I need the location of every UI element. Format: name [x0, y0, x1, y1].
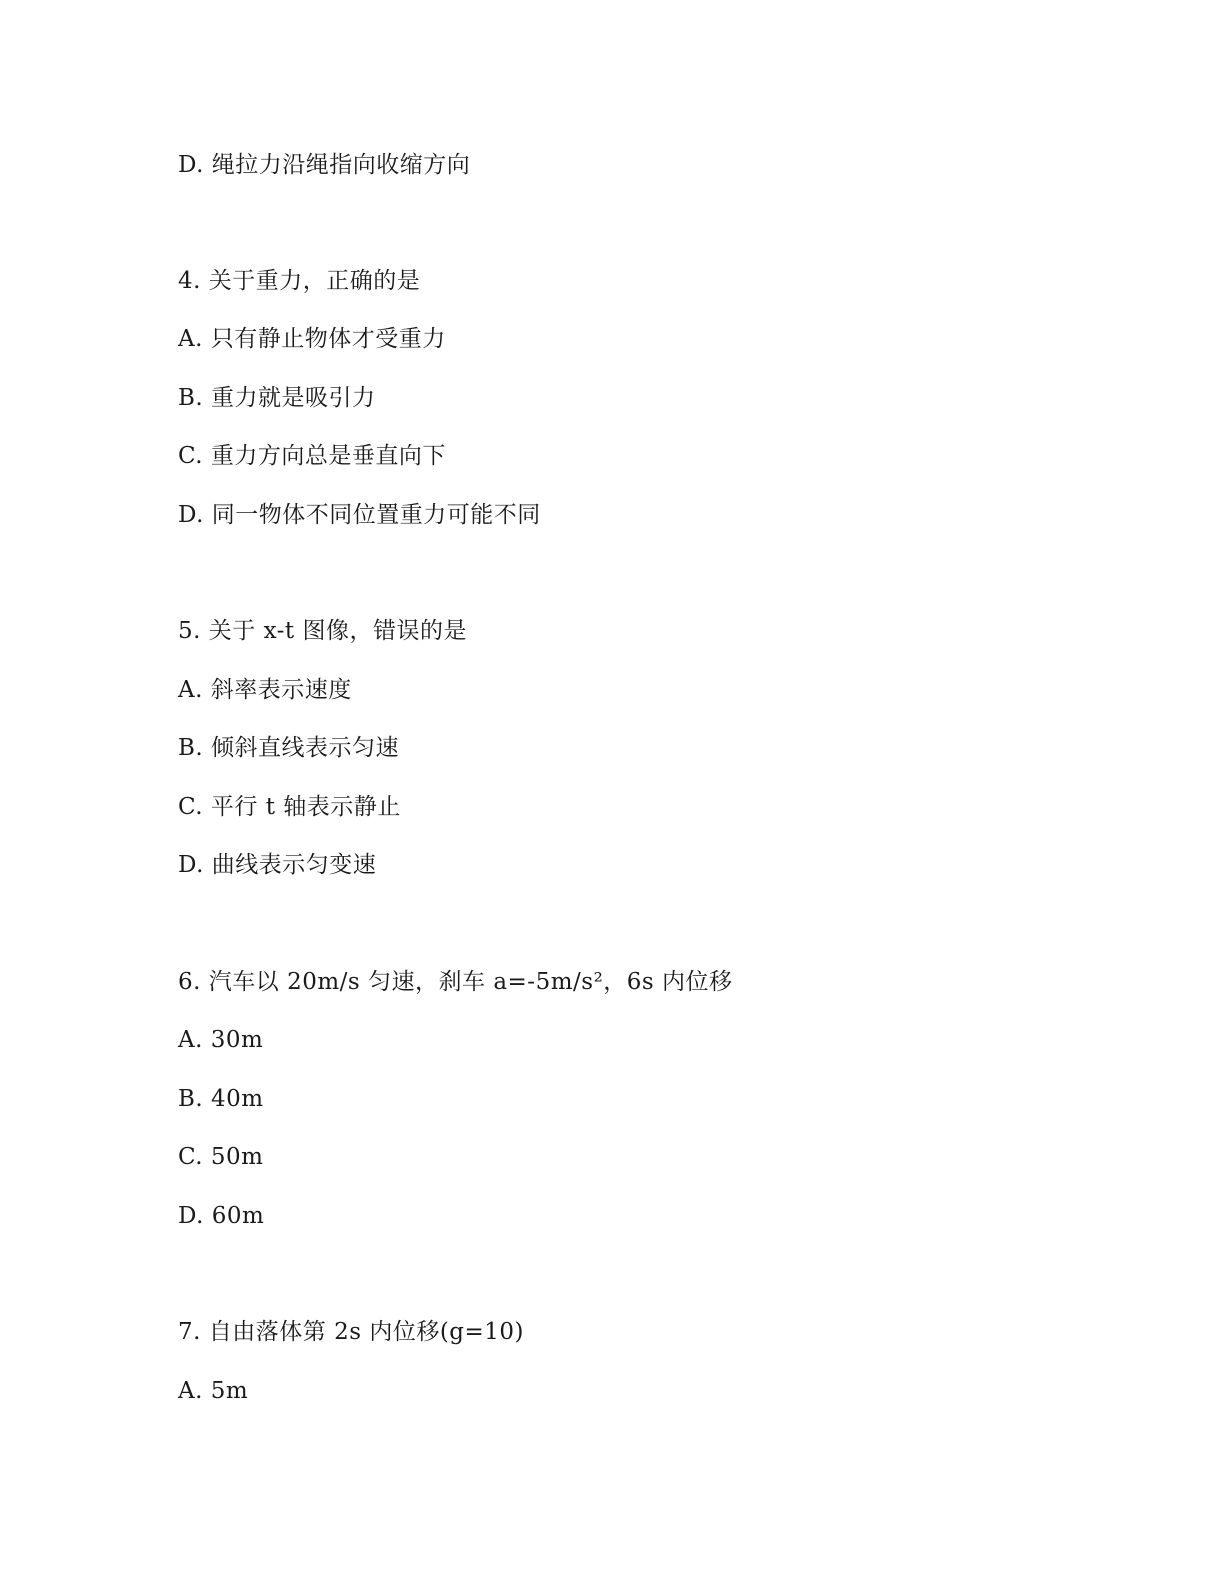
q4-option-a: A. 只有静止物体才受重力	[178, 326, 446, 352]
q6-option-d: D. 60m	[178, 1203, 265, 1229]
q3-option-d: D. 绳拉力沿绳指向收缩方向	[178, 152, 471, 178]
q6-question: 6. 汽车以 20m/s 匀速，刹车 a=-5m/s²，6s 内位移	[178, 969, 733, 995]
q6-option-b: B. 40m	[178, 1086, 264, 1112]
q5-option-a: A. 斜率表示速度	[178, 677, 352, 703]
q4-option-b: B. 重力就是吸引力	[178, 385, 376, 411]
q6-option-a: A. 30m	[178, 1027, 264, 1053]
q5-option-d: D. 曲线表示匀变速	[178, 852, 377, 878]
q4-option-d: D. 同一物体不同位置重力可能不同	[178, 502, 541, 528]
q7-question: 7. 自由落体第 2s 内位移(g=10)	[178, 1319, 525, 1345]
q5-option-c: C. 平行 t 轴表示静止	[178, 794, 401, 820]
q5-option-b: B. 倾斜直线表示匀速	[178, 735, 400, 761]
q7-option-a: A. 5m	[178, 1378, 249, 1404]
q6-option-c: C. 50m	[178, 1144, 264, 1170]
q5-question: 5. 关于 x-t 图像，错误的是	[178, 618, 467, 644]
q4-option-c: C. 重力方向总是垂直向下	[178, 443, 446, 469]
q4-question: 4. 关于重力，正确的是	[178, 268, 421, 294]
